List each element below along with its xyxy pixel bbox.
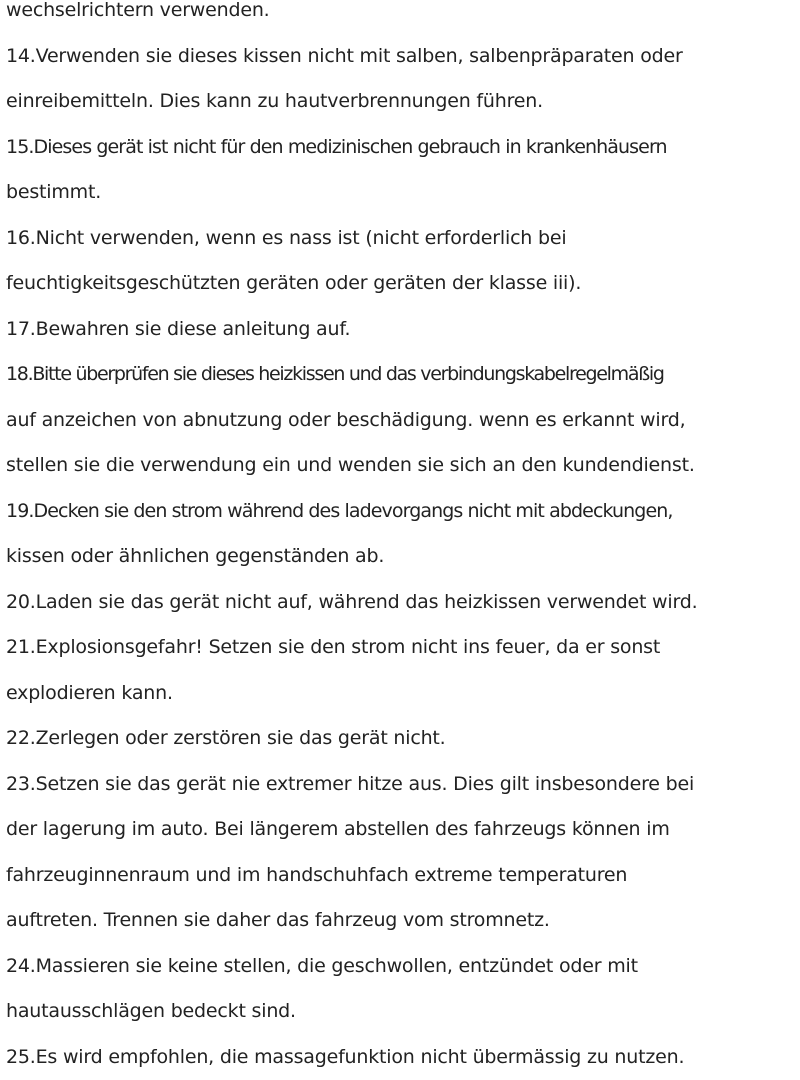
text-line: einreibemitteln. Dies kann zu hautverbrennungen führen.: [6, 79, 798, 125]
text-line: auftreten. Trennen sie daher das fahrzeug vom stromnetz.: [6, 898, 798, 944]
text-line: 16.Nicht verwenden, wenn es nass ist (nicht erforderlich bei: [6, 216, 798, 262]
text-line: explodieren kann.: [6, 671, 798, 717]
text-line: 14.Verwenden sie dieses kissen nicht mit salben, salbenpräparaten oder: [6, 34, 798, 80]
text-line: 17.Bewahren sie diese anleitung auf.: [6, 307, 798, 353]
text-line: bestimmt.: [6, 170, 798, 216]
text-line: 21.Explosionsgefahr! Setzen sie den strom nicht ins feuer, da er sonst: [6, 625, 798, 671]
text-line: feuchtigkeitsgeschützten geräten oder geräten der klasse iii).: [6, 261, 798, 307]
text-line: kissen oder ähnlichen gegenständen ab.: [6, 534, 798, 580]
text-line: 23.Setzen sie das gerät nie extremer hitze aus. Dies gilt insbesondere bei: [6, 762, 798, 808]
text-line: 20.Laden sie das gerät nicht auf, während das heizkissen verwendet wird.: [6, 580, 798, 626]
text-line: stellen sie die verwendung ein und wenden sie sich an den kundendienst.: [6, 443, 798, 489]
text-line: 22.Zerlegen oder zerstören sie das gerät nicht.: [6, 716, 798, 762]
instruction-text: [6, 0, 798, 1080]
text-line: auf anzeichen von abnutzung oder beschädigung. wenn es erkannt wird,: [6, 398, 798, 444]
text-line: 25.Es wird empfohlen, die massagefunktion nicht übermässig zu nutzen.: [6, 1035, 798, 1080]
text-line: fahrzeuginnenraum und im handschuhfach extreme temperaturen: [6, 853, 798, 899]
text-line: der lagerung im auto. Bei längerem abstellen des fahrzeugs können im: [6, 807, 798, 853]
text-line: hautausschlägen bedeckt sind.: [6, 989, 798, 1035]
text-line: 15.Dieses gerät ist nicht für den medizinischen gebrauch in krankenhäusern: [6, 125, 798, 171]
text-line: wechselrichtern verwenden.: [6, 0, 798, 34]
text-line: 19.Decken sie den strom während des ladevorgangs nicht mit abdeckungen,: [6, 489, 798, 535]
text-line: 24.Massieren sie keine stellen, die geschwollen, entzündet oder mit: [6, 944, 798, 990]
text-line: 18.Bitte überprüfen sie dieses heizkissen und das verbindungskabelregelmäßig: [6, 352, 798, 398]
